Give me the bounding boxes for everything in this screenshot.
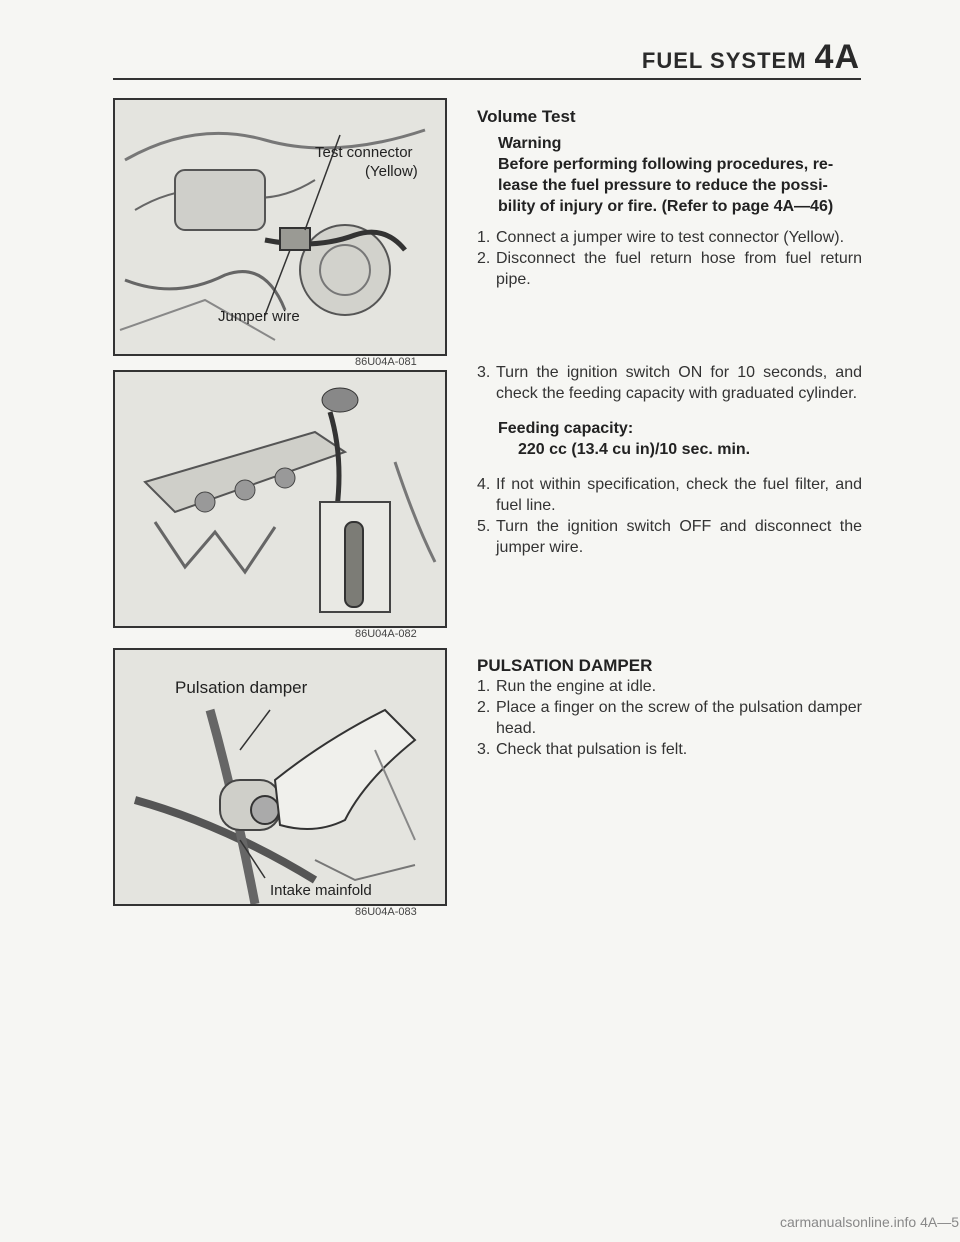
page-number: 4A—5 (920, 1214, 960, 1230)
figure-graduated-cylinder (113, 370, 447, 628)
section-number: 4A (814, 38, 860, 76)
label-yellow: (Yellow) (365, 163, 418, 180)
volume-test-section (477, 106, 862, 290)
spec-value: 220 cc (13.4 cu in)/10 sec. min. (518, 441, 751, 458)
step-text: Turn the ignition switch OFF and disconnect the jumper wire. (496, 518, 862, 556)
step-item (477, 697, 862, 739)
label-test-connector: Test connector (315, 144, 413, 161)
label-intake-manifold: Intake mainfold (270, 882, 372, 899)
page-footer (780, 1214, 959, 1230)
warning-title: Warning (498, 135, 562, 152)
warning-text: Before performing following procedures, re-lease the fuel pressure to reduce the possi-bility of injury or fire. (Refer to page 4A—46) (498, 156, 834, 215)
step-number: 5. (477, 518, 491, 535)
label-pulsation-damper: Pulsation damper (175, 678, 308, 697)
label-jumper-wire: Jumper wire (218, 308, 300, 325)
step-item (477, 248, 862, 290)
step-number: 2. (477, 250, 491, 267)
figure-pulsation-damper (113, 648, 447, 906)
spec-label: Feeding capacity: (498, 420, 634, 437)
header-rule (113, 78, 861, 80)
step-text: Disconnect the fuel return hose from fuel return pipe. (496, 250, 862, 288)
step-text: Connect a jumper wire to test connector (Yellow). (496, 229, 845, 246)
warning-block (498, 133, 862, 217)
watermark: carmanualsonline.info (780, 1214, 917, 1230)
step-item (477, 362, 862, 404)
step-item (477, 474, 862, 516)
step-number: 3. (477, 741, 491, 758)
section-title: FUEL SYSTEM (641, 48, 807, 73)
figure-caption: 86U04A-083 (355, 906, 417, 918)
step-number: 3. (477, 364, 491, 381)
step-item (477, 516, 862, 558)
volume-test-heading: Volume Test (477, 107, 576, 126)
step-number: 1. (477, 229, 491, 246)
step-text: Turn the ignition switch ON for 10 seconds, and check the feeding capacity with graduated cylinder. (496, 364, 862, 402)
step-number: 4. (477, 476, 491, 493)
step-text: Check that pulsation is felt. (496, 741, 688, 758)
step-text: If not within specification, check the fuel filter, and fuel line. (496, 476, 862, 514)
step-number: 2. (477, 699, 491, 716)
spec-block (498, 418, 862, 460)
cylinder-illustration (115, 372, 445, 626)
page-header (0, 38, 860, 77)
step-number: 1. (477, 678, 491, 695)
step-item (477, 227, 862, 248)
step-text: Run the engine at idle. (496, 678, 657, 695)
figure-caption: 86U04A-082 (355, 628, 417, 640)
step-text: Place a finger on the screw of the pulsation damper head. (496, 699, 862, 737)
figure-test-connector (113, 98, 447, 356)
pulsation-damper-heading: PULSATION DAMPER (477, 656, 653, 675)
pulsation-damper-section (477, 655, 862, 760)
step-item (477, 739, 862, 760)
volume-test-section-cont (477, 362, 862, 558)
figure-caption: 86U04A-081 (355, 356, 417, 368)
step-item (477, 676, 862, 697)
